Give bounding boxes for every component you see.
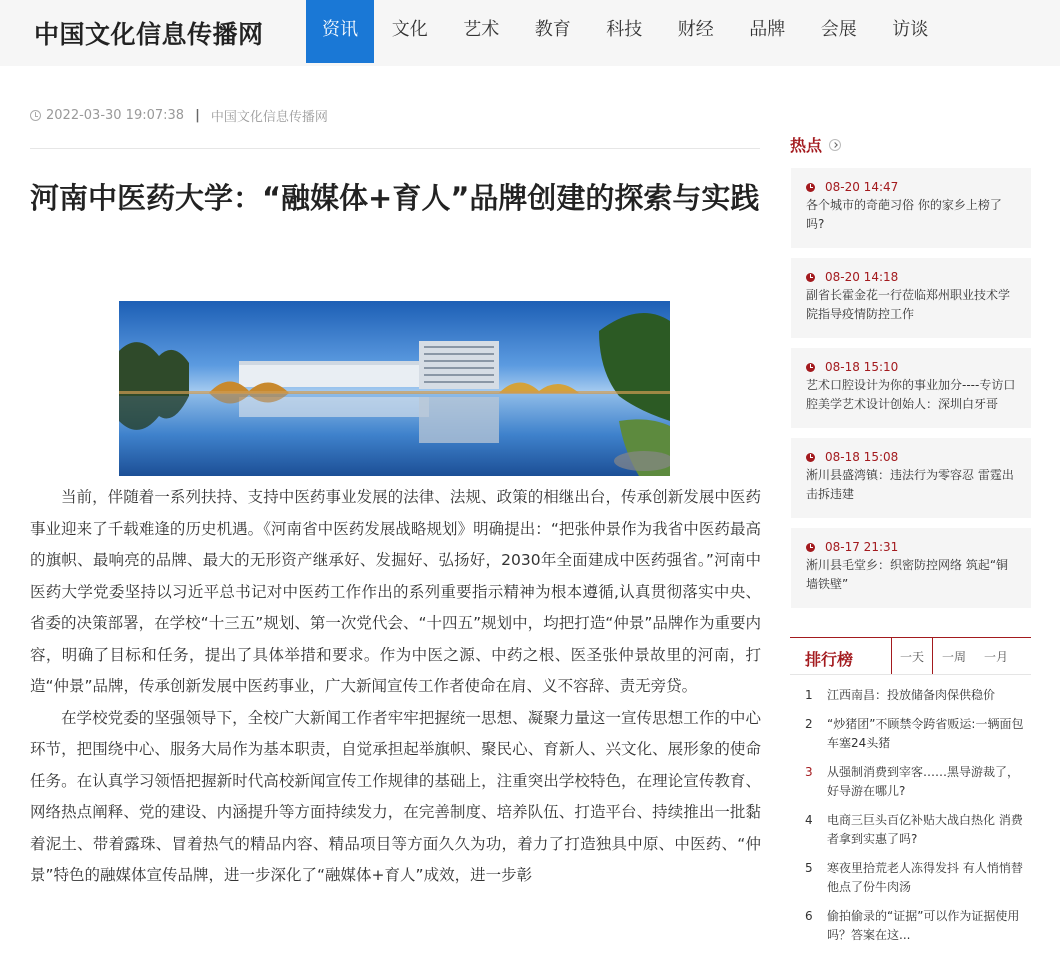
nav-item-tech[interactable]: 科技 bbox=[606, 19, 643, 40]
ranking-item[interactable] bbox=[790, 859, 1031, 897]
hot-item-time: 08-18 15:10 bbox=[825, 360, 899, 374]
article-image bbox=[119, 301, 670, 476]
ranking-header bbox=[790, 637, 1031, 674]
ranking-box bbox=[790, 637, 1031, 955]
hot-item[interactable] bbox=[791, 258, 1031, 338]
ranking-item-title[interactable]: 从强制消费到宰客……黑导游裁了，好导游在哪儿? bbox=[827, 765, 1020, 798]
ranking-number: 5 bbox=[805, 861, 813, 875]
article-meta bbox=[30, 106, 328, 125]
ranking-item[interactable] bbox=[790, 811, 1031, 849]
clock-icon bbox=[806, 273, 815, 282]
nav-item-news[interactable]: 资讯 bbox=[306, 0, 374, 63]
nav-item-finance[interactable]: 财经 bbox=[677, 19, 714, 40]
meta-separator: | bbox=[195, 108, 200, 123]
hot-item-time: 08-17 21:31 bbox=[825, 540, 899, 554]
chevron-right-icon[interactable] bbox=[829, 139, 841, 151]
hot-item-title[interactable]: 各个城市的奇葩习俗 你的家乡上榜了吗? bbox=[806, 198, 1002, 231]
ranking-item[interactable] bbox=[790, 763, 1031, 801]
tab-month[interactable]: 一月 bbox=[975, 637, 1017, 675]
hot-list bbox=[791, 168, 1031, 618]
hot-section-title[interactable] bbox=[790, 133, 841, 156]
ranking-item-title[interactable]: 寒夜里拾荒老人冻得发抖 有人悄悄替他点了份牛肉汤 bbox=[827, 861, 1023, 894]
nav-item-interview[interactable]: 访谈 bbox=[892, 19, 929, 40]
nav-item-art[interactable]: 艺术 bbox=[463, 19, 500, 40]
clock-icon bbox=[806, 543, 815, 552]
tab-day[interactable]: 一天 bbox=[891, 637, 933, 675]
hot-item-title[interactable]: 淅川县毛堂乡：织密防控网络 筑起“铜墙铁壁” bbox=[806, 558, 1009, 591]
ranking-item[interactable] bbox=[790, 907, 1031, 945]
hot-item[interactable] bbox=[791, 168, 1031, 248]
hot-item-time: 08-20 14:47 bbox=[825, 180, 899, 194]
nav-item-culture[interactable]: 文化 bbox=[391, 19, 428, 40]
site-header bbox=[0, 0, 1060, 66]
main-nav bbox=[306, 0, 946, 63]
ranking-item-title[interactable]: “炒猪团”不顾禁令跨省贩运:一辆面包车塞24头猪 bbox=[827, 717, 1024, 750]
nav-item-expo[interactable]: 会展 bbox=[820, 19, 857, 40]
site-logo[interactable]: 中国文化信息传播网 bbox=[34, 20, 264, 49]
ranking-divider bbox=[790, 674, 1031, 675]
tab-week[interactable]: 一周 bbox=[933, 637, 975, 675]
nav-item-brand[interactable]: 品牌 bbox=[749, 19, 786, 40]
ranking-item[interactable] bbox=[790, 715, 1031, 753]
ranking-number: 4 bbox=[805, 813, 813, 827]
meta-divider bbox=[30, 148, 760, 149]
nav-item-education[interactable]: 教育 bbox=[534, 19, 571, 40]
hot-item-title[interactable]: 淅川县盛湾镇：违法行为零容忍 雷霆出击拆违建 bbox=[806, 468, 1014, 501]
hot-item[interactable] bbox=[791, 528, 1031, 608]
article-title: 河南中医药大学：“融媒体+育人”品牌创建的探索与实践 bbox=[30, 181, 760, 215]
ranking-item-title[interactable]: 江西南昌：投放储备肉保供稳价 bbox=[827, 688, 996, 702]
article-paragraph: 当前，伴随着一系列扶持、支持中医药事业发展的法律、法规、政策的相继出台，传承创新发展中医药事业迎来了千载难逢的历史机遇。《河南省中医药发展战略规划》明确提出：“把张仲景作为我省中医药最高的旗帜、最响亮的品牌、最大的无形资产继承好、发掘好、弘扬好，2030年全面建成中医药强省。”河南中医药大学党委坚持以习近平总书记对中医药工作作出的系列重要指示精神为根本遵循,认真贯彻落实中央、省委的决策部署，在学校“十三五”规划、第一次党代会、“十四五”规划中，均把打造“仲景”品牌作为重要内容，明确了目标和任务，提出了具体举措和要求。作为中医之源、中药之根、医圣张仲景故里的河南，打造“仲景”品牌，传承创新发展中医药事业，广大新闻宣传工作者使命在肩、义不容辞、责无旁贷。 bbox=[30, 488, 761, 695]
clock-icon bbox=[806, 363, 815, 372]
ranking-number: 6 bbox=[805, 909, 813, 923]
hot-item[interactable] bbox=[791, 348, 1031, 428]
ranking-number: 3 bbox=[805, 765, 813, 779]
hot-title-label: 热点 bbox=[790, 136, 823, 155]
clock-icon bbox=[806, 453, 815, 462]
ranking-item-title[interactable]: 电商三巨头百亿补贴大战白热化 消费者拿到实惠了吗? bbox=[827, 813, 1023, 846]
clock-icon bbox=[806, 183, 815, 192]
ranking-list bbox=[790, 686, 1031, 945]
ranking-number: 2 bbox=[805, 717, 813, 731]
hot-item-time: 08-20 14:18 bbox=[825, 270, 899, 284]
hot-item[interactable] bbox=[791, 438, 1031, 518]
clock-icon bbox=[30, 110, 41, 121]
ranking-item-title[interactable]: 偷拍偷录的“证据”可以作为证据使用吗？答案在这... bbox=[827, 909, 1020, 942]
hot-item-title[interactable]: 副省长霍金花一行莅临郑州职业技术学院指导疫情防控工作 bbox=[806, 288, 1011, 321]
article-datetime: 2022-03-30 19:07:38 bbox=[46, 108, 185, 123]
article-body bbox=[30, 482, 761, 892]
ranking-number: 1 bbox=[805, 688, 813, 702]
ranking-tabs bbox=[891, 637, 1017, 675]
ranking-title: 排行榜 bbox=[805, 650, 854, 669]
article-source[interactable]: 中国文化信息传播网 bbox=[210, 110, 328, 125]
article-paragraph: 在学校党委的坚强领导下，全校广大新闻工作者牢牢把握统一思想、凝聚力量这一宣传思想工作的中心环节，把围绕中心、服务大局作为基本职责，自觉承担起举旗帜、聚民心、育新人、兴文化、展形象的使命任务。在认真学习领悟把握新时代高校新闻宣传工作规律的基础上，注重突出学校特色，在理论宣传教育、网络热点阐释、党的建设、内涵提升等方面持续发力，在完善制度、培养队伍、打造平台、持续推出一批黏着泥土、带着露珠、冒着热气的精品内容、精品项目等方面久久为功，着力了打造独具中原、中医药、“仲景”特色的融媒体宣传品牌，进一步深化了“融媒体+育人”成效，进一步彰 bbox=[30, 708, 761, 884]
hot-item-title[interactable]: 艺术口腔设计为你的事业加分----专访口腔美学艺术设计创始人：深圳白牙哥 bbox=[806, 378, 1016, 411]
ranking-item[interactable] bbox=[790, 686, 1031, 705]
hot-item-time: 08-18 15:08 bbox=[825, 450, 899, 464]
